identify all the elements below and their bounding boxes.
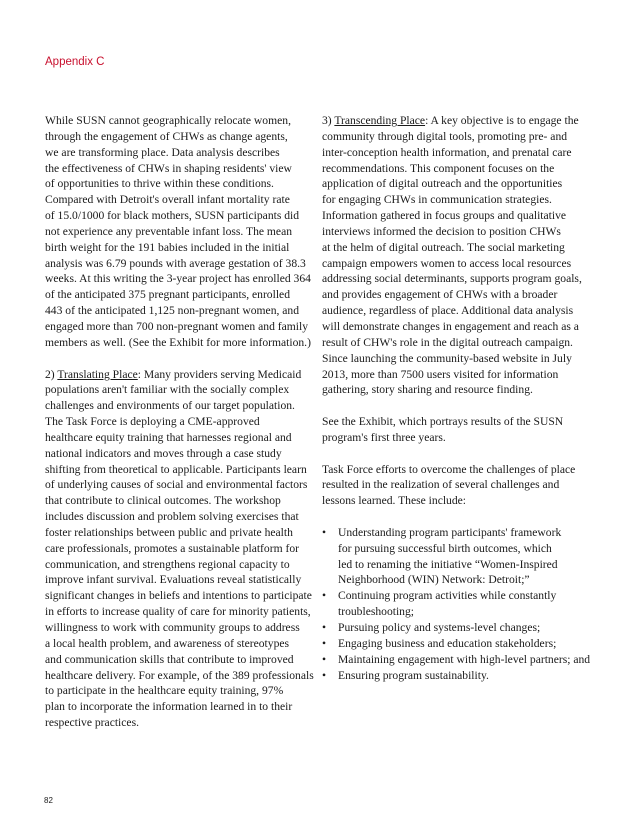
text-line: plan to incorporate the information learned in to their bbox=[45, 700, 293, 714]
text-line: for pursuing successful birth outcomes, which bbox=[338, 541, 552, 555]
paragraph-gap bbox=[322, 446, 602, 462]
text-line: willingness to work with community groups to address bbox=[45, 621, 300, 634]
bullet-item bbox=[322, 668, 602, 684]
challenges-bullet-list bbox=[322, 525, 602, 683]
text-line: members as well. (See the Exhibit for more information.) bbox=[45, 335, 311, 349]
text-line: healthcare equity training that harnesses regional and bbox=[45, 430, 292, 444]
text-fragment: : Many providers serving Medicaid bbox=[137, 367, 302, 381]
paragraph-challenges-intro bbox=[322, 462, 602, 510]
bullet-marker: • bbox=[322, 525, 327, 539]
text-line: engaged more than 700 non-pregnant women and family bbox=[45, 319, 309, 333]
bullet-marker: • bbox=[322, 668, 327, 682]
text-line: that contribute to clinical outcomes. The workshop bbox=[45, 494, 281, 508]
text-line: Information gathered in focus groups and qualitative bbox=[322, 209, 567, 223]
text-line: a local health problem, and awareness of stereotypes bbox=[45, 636, 290, 650]
text-line: Ensuring program sustainability. bbox=[338, 668, 489, 682]
right-column bbox=[322, 113, 602, 683]
text-line: to participate in the healthcare equity training, 97% bbox=[45, 684, 284, 698]
bullet-marker: • bbox=[322, 589, 327, 603]
item-number: 2) bbox=[45, 367, 58, 381]
text-line: lessons learned. These include: bbox=[322, 494, 467, 508]
text-line: community through digital tools, promoting pre- and bbox=[322, 129, 568, 143]
text-line: will demonstrate changes in engagement and reach as a bbox=[322, 319, 579, 333]
bullet-marker: • bbox=[322, 636, 327, 650]
paragraph-gap bbox=[322, 398, 602, 414]
text-line: led to renaming the initiative “Women-Inspired bbox=[338, 557, 558, 571]
paragraph-gap bbox=[45, 351, 323, 367]
bullet-item bbox=[322, 652, 602, 668]
text-line: at the helm of digital outreach. The social marketing bbox=[322, 240, 565, 254]
text-line: Pursuing policy and systems-level changes; bbox=[338, 621, 541, 634]
text-line: of underlying causes of social and environmental factors bbox=[45, 478, 308, 492]
text-line: and provides engagement of CHWs with a broader bbox=[322, 288, 558, 302]
text-line: 2013, more than 7500 users visited for information bbox=[322, 367, 559, 381]
text-line: result of CHW's role in the digital outreach campaign. bbox=[322, 335, 573, 349]
section-heading-transcending-place: Transcending Place bbox=[334, 114, 426, 127]
bullet-marker: • bbox=[322, 621, 327, 634]
text-line: audience, regardless of place. Additional data analysis bbox=[322, 304, 574, 318]
bullet-item bbox=[322, 636, 602, 652]
text-line: Engaging business and education stakeholders; bbox=[338, 636, 557, 650]
paragraph-translating-place bbox=[45, 367, 323, 731]
text-line: application of digital outreach and the opportunities bbox=[322, 177, 563, 191]
text-line bbox=[45, 367, 323, 383]
text-line: Understanding program participants' framework bbox=[338, 525, 562, 539]
text-line: through the engagement of CHWs as change agents, bbox=[45, 129, 288, 143]
text-line: While SUSN cannot geographically relocate women, bbox=[45, 114, 291, 127]
bullet-marker: • bbox=[322, 652, 327, 666]
text-line: interviews informed the decision to position CHWs bbox=[322, 224, 561, 238]
text-line: Neighborhood (WIN) Network: Detroit;” bbox=[338, 573, 530, 587]
text-line: shifting from theoretical to applicable. Participants learn bbox=[45, 462, 307, 476]
text-line: weeks. At this writing the 3-year project has enrolled 364 bbox=[45, 272, 311, 286]
bullet-item bbox=[322, 620, 602, 636]
text-line: significant changes in beliefs and intentions to participate bbox=[45, 589, 312, 603]
text-line: Task Force efforts to overcome the challenges of place bbox=[322, 462, 576, 476]
text-line: 443 of the anticipated 1,125 non-pregnant women, and bbox=[45, 304, 300, 318]
text-line: communication, and strengthens regional capacity to bbox=[45, 557, 290, 571]
text-line: national indicators and moves through a case study bbox=[45, 446, 282, 460]
text-line bbox=[322, 113, 602, 129]
text-line: birth weight for the 191 babies included in the initial bbox=[45, 240, 290, 254]
text-line: healthcare delivery. For example, of the 389 professionals bbox=[45, 668, 314, 682]
text-line: campaign empowers women to access local resources bbox=[322, 256, 572, 270]
text-line: addressing social determinants, supports program goals, bbox=[322, 272, 582, 286]
text-line: Maintaining engagement with high-level partners; and bbox=[338, 652, 591, 666]
text-line: analysis was 6.79 pounds with average gestation of 38.3 bbox=[45, 256, 306, 270]
text-line: of opportunities to thrive within these conditions. bbox=[45, 177, 274, 191]
paragraph-susn-results bbox=[45, 113, 323, 351]
text-line: foster relationships between public and private health bbox=[45, 525, 293, 539]
text-line: we are transforming place. Data analysis describes bbox=[45, 145, 280, 159]
section-heading-translating-place: Translating Place bbox=[57, 367, 138, 381]
text-line: Since launching the community-based website in July bbox=[322, 351, 572, 365]
text-line: program's first three years. bbox=[322, 430, 446, 444]
text-line: and communication skills that contribute to improved bbox=[45, 652, 294, 666]
bullet-item bbox=[322, 588, 602, 620]
text-line: in efforts to increase quality of care for minority patients, bbox=[45, 605, 311, 619]
paragraph-gap bbox=[322, 509, 602, 525]
paragraph-transcending-place bbox=[322, 113, 602, 398]
left-column bbox=[45, 113, 323, 731]
text-line: care professionals, promotes a sustainable platform for bbox=[45, 541, 300, 555]
text-line: the effectiveness of CHWs in shaping residents' view bbox=[45, 161, 292, 175]
text-line: of the anticipated 375 pregnant participants, enrolled bbox=[45, 288, 290, 302]
text-line: See the Exhibit, which portrays results of the SUSN bbox=[322, 415, 564, 429]
text-fragment: : A key objective is to engage the bbox=[425, 114, 579, 127]
bullet-item bbox=[322, 525, 602, 588]
text-line: resulted in the realization of several challenges and bbox=[322, 478, 560, 492]
text-line: inter-conception health information, and prenatal care bbox=[322, 145, 572, 159]
text-line: Compared with Detroit's overall infant mortality rate bbox=[45, 193, 290, 207]
text-line: gathering, story sharing and resource finding. bbox=[322, 383, 533, 397]
item-number: 3) bbox=[322, 114, 335, 127]
appendix-label: Appendix C bbox=[45, 56, 105, 68]
text-line: The Task Force is deploying a CME-approved bbox=[45, 415, 260, 429]
text-line: respective practices. bbox=[45, 716, 139, 730]
text-line: for engaging CHWs in communication strategies. bbox=[322, 193, 552, 207]
text-line: Continuing program activities while constantly bbox=[338, 589, 557, 603]
text-line: includes discussion and problem solving exercises that bbox=[45, 510, 299, 524]
text-line: populations aren't familiar with the socially complex bbox=[45, 383, 290, 397]
text-line: improve infant survival. Evaluations reveal statistically bbox=[45, 573, 302, 587]
text-line: not experience any preventable infant loss. The mean bbox=[45, 224, 293, 238]
text-line: troubleshooting; bbox=[338, 605, 414, 619]
text-line: challenges and environments of our target population. bbox=[45, 399, 295, 413]
text-line: recommendations. This component focuses on the bbox=[322, 161, 555, 175]
page-number: 82 bbox=[44, 796, 53, 805]
text-line: of 15.0/1000 for black mothers, SUSN participants did bbox=[45, 209, 300, 223]
paragraph-exhibit-reference bbox=[322, 414, 602, 446]
